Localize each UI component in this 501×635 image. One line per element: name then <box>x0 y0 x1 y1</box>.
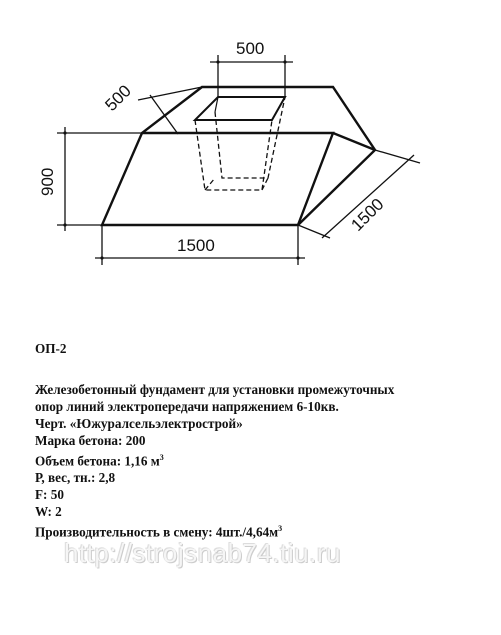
drawing-reference: Черт. «Южуралсельэлектрострой» <box>35 416 243 431</box>
dim-label-left-top: 500 <box>101 81 135 115</box>
frost-resistance: F: 50 <box>35 487 64 503</box>
watermark: http://strojsnab74.tiu.ru <box>64 538 341 568</box>
foundation-outline <box>102 87 375 225</box>
productivity-text: Производительность в смену: 4шт./4,64м <box>35 524 279 540</box>
description-line-2: опор линий электропередачи напряжением 6-10кв. <box>35 399 339 414</box>
concrete-grade: Марка бетона: 200 <box>35 433 146 448</box>
weight: Р, вес, тн.: 2,8 <box>35 470 116 486</box>
concrete-volume-text: Объем бетона: 1,16 м <box>35 453 160 469</box>
dim-label-height: 900 <box>38 167 57 196</box>
foundation-front-top-edge <box>142 133 333 225</box>
dim-line-left-top <box>150 95 178 134</box>
dim-label-depth: 1500 <box>347 194 388 235</box>
concrete-volume-unit-exponent: 3 <box>159 453 164 462</box>
water-resistance: W: 2 <box>35 504 62 520</box>
socket-hidden-lines <box>195 97 285 190</box>
dim-label-top: 500 <box>236 39 265 58</box>
concrete-volume <box>35 449 495 469</box>
specification <box>35 340 495 541</box>
socket-opening <box>195 97 285 120</box>
dim-label-base: 1500 <box>177 236 215 255</box>
product-code: ОП-2 <box>35 341 67 356</box>
description-line-1: Железобетонный фундамент для установки промежуточных <box>35 382 395 397</box>
productivity-unit-exponent: 3 <box>278 524 283 534</box>
foundation-drawing <box>0 0 501 300</box>
